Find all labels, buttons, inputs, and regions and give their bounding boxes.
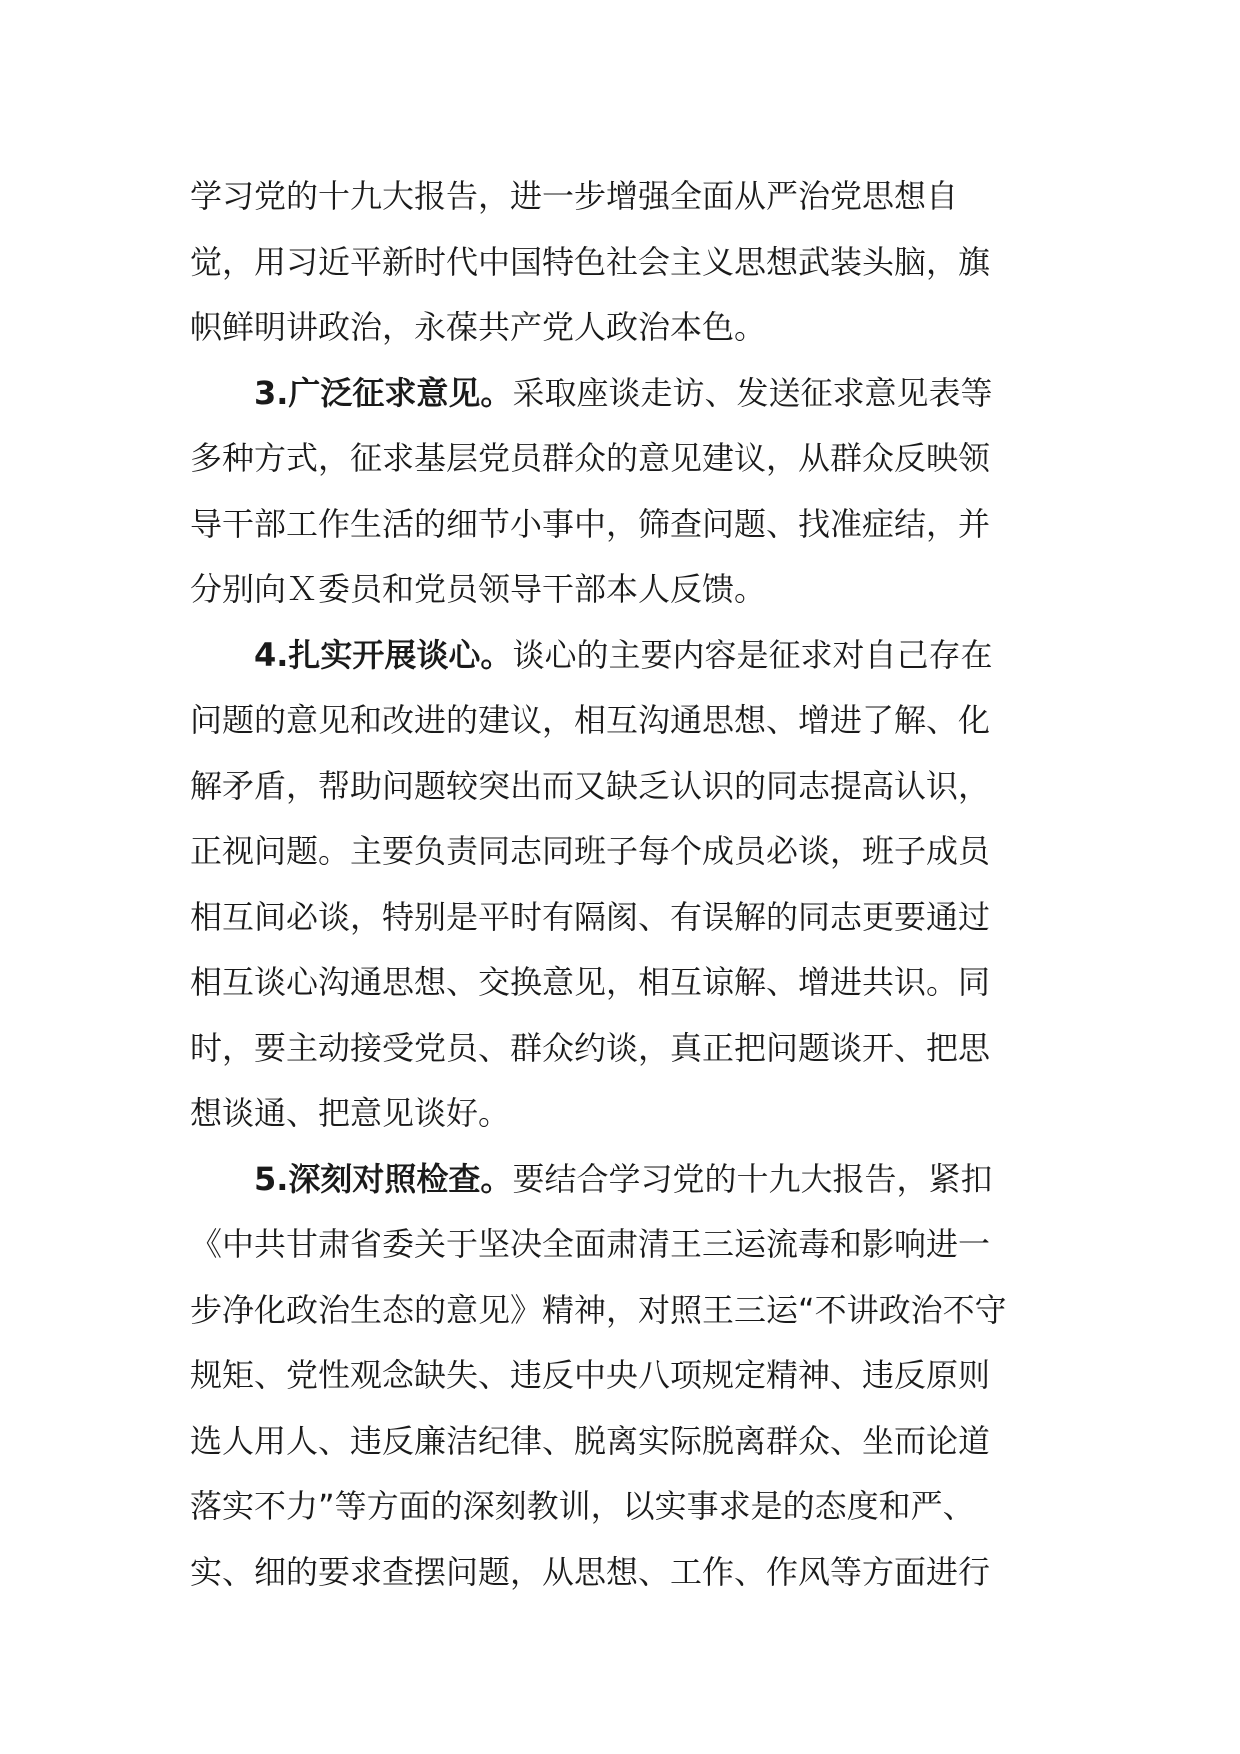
section-heading: 5.深刻对照检查。 [254,1159,513,1198]
paragraph-first-line [190,623,1090,689]
paragraph-text: 采取座谈走访、发送征求意见表等 [512,373,993,412]
paragraph-line: 觉，用习近平新时代中国特色社会主义思想武装头脑，旗 [190,242,991,281]
paragraph-line: 学习党的十九大报告，进一步增强全面从严治党思想自 [190,177,959,215]
section-heading: 3.广泛征求意见。 [254,373,513,412]
paragraph-line: 规矩、党性观念缺失、违反中央八项规定精神、违反原则 [190,1356,991,1394]
paragraph-text: 谈心的主要内容是征求对自己存在 [512,635,993,674]
paragraph-line: 相互谈心沟通思想、交换意见，相互谅解、增进共识。同 [190,963,991,1001]
paragraph-line: 多种方式，征求基层党员群众的意见建议，从群众反映领 [190,439,991,477]
paragraph-line: 解矛盾，帮助问题较突出而又缺乏认识的同志提高认识， [190,766,991,805]
section-heading: 4.扎实开展谈心。 [254,635,513,674]
paragraph-line: 帜鲜明讲政治，永葆共产党人政治本色。 [190,308,767,346]
paragraph-first-line [190,361,1090,427]
paragraph-line: 相互间必谈，特别是平时有隔阂、有误解的同志更要通过 [190,897,991,936]
body-text [190,164,1090,1605]
paragraph-line: 分别向Ｘ委员和党员领导干部本人反馈。 [190,570,767,608]
paragraph-line: 正视问题。主要负责同志同班子每个成员必谈，班子成员 [190,832,991,870]
paragraph-line: 实、细的要求查摆问题，从思想、工作、作风等方面进行 [190,1552,991,1591]
paragraph-line: 落实不力”等方面的深刻教训，以实事求是的态度和严、 [190,1487,975,1525]
paragraph-line: 步净化政治生态的意见》精神，对照王三运“不讲政治不守 [190,1290,1007,1329]
paragraph-line: 《中共甘肃省委关于坚决全面肃清王三运流毒和影响进一 [190,1225,991,1263]
paragraph-first-line [190,1147,1090,1213]
paragraph-line: 导干部工作生活的细节小事中，筛查问题、找准症结，并 [190,504,991,543]
paragraph-line: 选人用人、违反廉洁纪律、脱离实际脱离群众、坐而论道 [190,1421,991,1460]
paragraph-line: 想谈通、把意见谈好。 [190,1094,511,1132]
paragraph-text: 要结合学习党的十九大报告，紧扣 [512,1159,993,1198]
paragraph-line: 问题的意见和改进的建议，相互沟通思想、增进了解、化 [190,701,991,739]
paragraph-line: 时，要主动接受党员、群众约谈，真正把问题谈开、把思 [190,1028,991,1067]
